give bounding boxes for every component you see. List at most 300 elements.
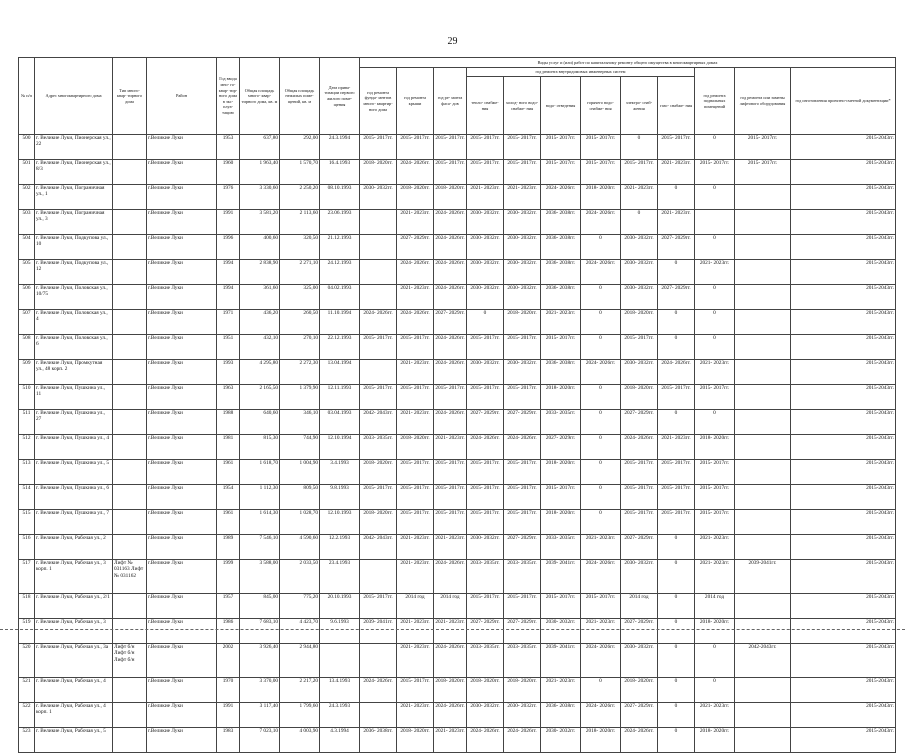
cell-facade: 2024- 2026гг.	[434, 285, 467, 310]
cell-type	[113, 510, 147, 535]
cell-sewer: 2036- 2038гг.	[541, 360, 581, 385]
header-year: Год ввода мно- го- квар- тир- ного дома в экс- плуа- тацию	[217, 58, 240, 135]
cell-basement: 0	[695, 310, 735, 335]
cell-type	[113, 703, 147, 728]
cell-facade: 2027- 2029гг.	[434, 310, 467, 335]
header-type: Тип много- квар- тирного дома	[113, 58, 147, 135]
cell-facade: 2015- 2017гг.	[434, 135, 467, 160]
cell-lift	[735, 385, 791, 410]
cell-heat: 2027- 2029гг.	[467, 410, 504, 435]
cell-nonres-area: 744,90	[280, 435, 320, 460]
cell-heat: 2015- 2017гг.	[467, 385, 504, 410]
cell-district: г.Великие Луки	[147, 678, 217, 703]
cell-total-area: 3 370,00	[240, 678, 280, 703]
cell-sewer: 2015- 2017гг.	[541, 135, 581, 160]
cell-num: 507	[19, 310, 35, 335]
cell-nonres-area: 2 250,20	[280, 185, 320, 210]
header-electric: электро- снаб- жения	[621, 77, 658, 135]
cell-gas: 2015- 2017гг.	[658, 510, 695, 535]
cell-gas: 2015- 2017гг.	[658, 485, 695, 510]
cell-roof: 2014 год	[397, 594, 434, 619]
cell-sewer: 2039- 2041гг.	[541, 644, 581, 678]
cell-gas: 2015- 2017гг.	[658, 135, 695, 160]
cell-heat: 2030- 2032гг.	[467, 235, 504, 260]
cell-basement: 2021- 2023гг.	[695, 535, 735, 560]
table-row	[19, 410, 896, 435]
cell-type	[113, 728, 147, 753]
header-services-group: Виды услуг и (или) работ по капитальному ремонту общего имущества в многоквартирных домах	[360, 58, 896, 68]
cell-year: 1971	[217, 310, 240, 335]
cell-type	[113, 594, 147, 619]
cell-date: 03.04.1993	[320, 410, 360, 435]
cell-year: 1954	[217, 485, 240, 510]
cell-cold-water: 2027- 2029гг.	[504, 619, 541, 644]
cell-num: 517	[19, 560, 35, 594]
cell-sewer: 2015- 2017гг.	[541, 335, 581, 360]
cell-total-area: 815,30	[240, 435, 280, 460]
cell-num: 510	[19, 385, 35, 410]
table-row	[19, 235, 896, 260]
cell-type: Лифт № 031163 Лифт № 031162	[113, 560, 147, 594]
cell-roof: 2021- 2023гг.	[397, 360, 434, 385]
cell-roof: 2015- 2017гг.	[397, 385, 434, 410]
cell-facade: 2015- 2017гг.	[434, 510, 467, 535]
cell-cold-water: 2030- 2032гг.	[504, 360, 541, 385]
header-sewer: водо- отведения	[541, 77, 581, 135]
cell-total-area: 3 581,20	[240, 210, 280, 235]
table-row	[19, 360, 896, 385]
cell-total-area: 7 683,10	[240, 619, 280, 644]
cell-type	[113, 535, 147, 560]
cell-roof: 2024- 2026гг.	[397, 260, 434, 285]
cell-year: 1983	[217, 728, 240, 753]
cell-date: 24.12.1993	[320, 260, 360, 285]
cell-design: 2015-2043гг.	[791, 678, 896, 703]
cell-hot-water: 0	[581, 435, 621, 460]
cell-sewer: 2036- 2038гг.	[541, 235, 581, 260]
table-header	[19, 58, 896, 135]
cell-facade: 2024- 2026гг.	[434, 560, 467, 594]
cell-address: г. Великие Луки, Половская ул., 10/75	[35, 285, 113, 310]
cell-sewer: 2027- 2029гг.	[541, 435, 581, 460]
cell-sewer: 2039- 2041гг.	[541, 560, 581, 594]
cell-sewer: 2030- 2032гг.	[541, 619, 581, 644]
cell-cold-water: 2027- 2029гг.	[504, 410, 541, 435]
cell-roof: 2018- 2020гг.	[397, 185, 434, 210]
cell-basement	[695, 210, 735, 235]
cell-basement: 2021- 2023гг.	[695, 360, 735, 385]
cell-electric: 2015- 2017гг.	[621, 160, 658, 185]
cell-district: г.Великие Луки	[147, 460, 217, 485]
cell-district: г.Великие Луки	[147, 644, 217, 678]
cell-lift	[735, 310, 791, 335]
cell-nonres-area: 2 217,20	[280, 678, 320, 703]
cell-roof: 2015- 2017гг.	[397, 678, 434, 703]
cell-heat: 2030- 2032гг.	[467, 285, 504, 310]
cell-basement: 0	[695, 410, 735, 435]
cell-lift	[735, 335, 791, 360]
cell-date: 9.6.1993	[320, 619, 360, 644]
page-bottom-rule	[0, 629, 905, 630]
cell-total-area: 361,60	[240, 285, 280, 310]
cell-design: 2015-2043гг.	[791, 460, 896, 485]
cell-gas: 0	[658, 703, 695, 728]
cell-hot-water: 2021- 2023гг.	[581, 619, 621, 644]
cell-design: 2015-2043гг.	[791, 560, 896, 594]
cell-facade: 2015- 2017гг.	[434, 160, 467, 185]
cell-electric: 2027- 2029гг.	[621, 535, 658, 560]
cell-gas: 0	[658, 619, 695, 644]
cell-basement: 2018- 2020гг.	[695, 619, 735, 644]
cell-design: 2015-2043гг.	[791, 619, 896, 644]
cell-roof: 2021- 2023гг.	[397, 619, 434, 644]
cell-hot-water: 2018- 2020гг.	[581, 185, 621, 210]
cell-foundation: 2018- 2020гг.	[360, 510, 397, 535]
table-row	[19, 135, 896, 160]
cell-gas: 0	[658, 535, 695, 560]
cell-total-area: 432,10	[240, 335, 280, 360]
cell-type	[113, 360, 147, 385]
cell-date: 12.2.1993	[320, 535, 360, 560]
cell-hot-water: 0	[581, 485, 621, 510]
cell-basement: 0	[695, 678, 735, 703]
cell-lift	[735, 703, 791, 728]
cell-address: г. Великие Луки, Рабочая ул., 3	[35, 619, 113, 644]
cell-hot-water: 0	[581, 285, 621, 310]
cell-sewer: 2036- 2038гг.	[541, 210, 581, 235]
cell-lift: 2042-2043гг.	[735, 644, 791, 678]
cell-lift	[735, 510, 791, 535]
cell-cold-water: 2030- 2032гг.	[504, 260, 541, 285]
cell-electric: 2027- 2029гг.	[621, 703, 658, 728]
cell-gas: 0	[658, 560, 695, 594]
cell-nonres-area: 2 113,60	[280, 210, 320, 235]
cell-foundation: 2018- 2020гг.	[360, 160, 397, 185]
cell-nonres-area: 2 272,30	[280, 360, 320, 385]
cell-lift	[735, 285, 791, 310]
cell-year: 1963	[217, 385, 240, 410]
cell-date: 22.12.1993	[320, 335, 360, 360]
cell-cold-water: 2030- 2032гг.	[504, 285, 541, 310]
cell-facade: 2024- 2026гг.	[434, 210, 467, 235]
cell-total-area: 2 838,90	[240, 260, 280, 285]
cell-gas: 2021- 2023гг.	[658, 435, 695, 460]
cell-num: 503	[19, 210, 35, 235]
cell-address: г. Великие Луки, Подкупова ул., 10	[35, 235, 113, 260]
table-row	[19, 560, 896, 594]
cell-basement: 2015- 2017гг.	[695, 510, 735, 535]
cell-electric: 2024- 2026гг.	[621, 435, 658, 460]
cell-hot-water: 2024- 2026гг.	[581, 703, 621, 728]
cell-hot-water: 0	[581, 678, 621, 703]
cell-type	[113, 460, 147, 485]
cell-roof: 2018- 2020гг.	[397, 435, 434, 460]
header-district: Район	[147, 58, 217, 135]
cell-type	[113, 135, 147, 160]
cell-electric: 2030- 2032гг.	[621, 560, 658, 594]
cell-total-area: 1 614,30	[240, 510, 280, 535]
cell-design: 2015-2043гг.	[791, 135, 896, 160]
cell-hot-water: 2018- 2020гг.	[581, 728, 621, 753]
cell-year: 1994	[217, 285, 240, 310]
cell-design: 2015-2043гг.	[791, 160, 896, 185]
cell-district: г.Великие Луки	[147, 310, 217, 335]
cell-hot-water: 2015- 2017гг.	[581, 594, 621, 619]
cell-roof: 2021- 2023гг.	[397, 210, 434, 235]
cell-num: 514	[19, 485, 35, 510]
table-row	[19, 460, 896, 485]
cell-lift	[735, 485, 791, 510]
cell-cold-water: 2021- 2023гг.	[504, 185, 541, 210]
cell-address: г. Великие Луки, Промкутная ул., 48 корп. 2	[35, 360, 113, 385]
cell-hot-water: 2024- 2026гг.	[581, 260, 621, 285]
cell-date: 9.8.1993	[320, 485, 360, 510]
cell-district: г.Великие Луки	[147, 535, 217, 560]
table-row	[19, 728, 896, 753]
header-date: Дата прива- тизации первого жилого поме- щения	[320, 58, 360, 135]
cell-lift	[735, 410, 791, 435]
cell-num: 523	[19, 728, 35, 753]
header-num: № п/п	[19, 58, 35, 135]
cell-date: 12.10.1993	[320, 510, 360, 535]
header-lift: год ремонта или замены лифтового оборудования	[735, 68, 791, 135]
cell-hot-water: 0	[581, 335, 621, 360]
cell-electric: 2021- 2023гг.	[621, 185, 658, 210]
cell-gas: 0	[658, 678, 695, 703]
cell-electric: 2027- 2029гг.	[621, 619, 658, 644]
cell-electric: 2030- 2032гг.	[621, 644, 658, 678]
table-row	[19, 260, 896, 285]
cell-year: 1991	[217, 703, 240, 728]
cell-roof: 2021- 2023гг.	[397, 410, 434, 435]
cell-basement: 0	[695, 644, 735, 678]
cell-facade: 2024- 2026гг.	[434, 644, 467, 678]
cell-facade: 2015- 2017гг.	[434, 460, 467, 485]
cell-district: г.Великие Луки	[147, 594, 217, 619]
cell-lift	[735, 728, 791, 753]
cell-roof: 2021- 2023гг.	[397, 644, 434, 678]
cell-foundation	[360, 644, 397, 678]
cell-total-area: 7 023,10	[240, 728, 280, 753]
cell-heat: 2030- 2032гг.	[467, 535, 504, 560]
cell-num: 521	[19, 678, 35, 703]
cell-sewer: 2030- 2032гг.	[541, 728, 581, 753]
cell-date: 04.02.1993	[320, 285, 360, 310]
cell-foundation: 2015- 2017гг.	[360, 335, 397, 360]
cell-nonres-area: 4 423,70	[280, 619, 320, 644]
cell-gas: 0	[658, 185, 695, 210]
cell-roof: 2015- 2017гг.	[397, 510, 434, 535]
cell-nonres-area: 260,50	[280, 310, 320, 335]
cell-address: г. Великие Луки, Рабочая ул., 2/1	[35, 594, 113, 619]
cell-year: 1988	[217, 410, 240, 435]
cell-lift	[735, 210, 791, 235]
cell-roof: 2018- 2020гг.	[397, 728, 434, 753]
cell-nonres-area: 4 003,90	[280, 728, 320, 753]
cell-design: 2015-2043гг.	[791, 210, 896, 235]
header-eng-group: год ремонта внутридомовых инженерных систем	[467, 68, 695, 77]
cell-electric: 2018- 2020гг.	[621, 310, 658, 335]
cell-date: 24.3.1994	[320, 135, 360, 160]
document-sheet	[18, 57, 895, 753]
cell-gas: 0	[658, 728, 695, 753]
cell-total-area: 1 963,40	[240, 160, 280, 185]
cell-lift	[735, 260, 791, 285]
cell-foundation: 2039- 2041гг.	[360, 619, 397, 644]
header-cold-water: холод- ного водо- снабже- ния	[504, 77, 541, 135]
cell-sewer: 2024- 2026гг.	[541, 185, 581, 210]
cell-roof: 2015- 2017гг.	[397, 335, 434, 360]
cell-heat: 2015- 2017гг.	[467, 485, 504, 510]
cell-cold-water: 2015- 2017гг.	[504, 160, 541, 185]
table-row	[19, 285, 896, 310]
cell-num: 512	[19, 435, 35, 460]
cell-district: г.Великие Луки	[147, 210, 217, 235]
cell-facade: 2024- 2026гг.	[434, 703, 467, 728]
cell-lift	[735, 678, 791, 703]
cell-sewer: 2021- 2023гг.	[541, 310, 581, 335]
cell-nonres-area: 346,10	[280, 410, 320, 435]
cell-heat: 2033- 2035гг.	[467, 644, 504, 678]
cell-address: г. Великие Луки, Пионерская ул., 8/3	[35, 160, 113, 185]
cell-nonres-area: 325,00	[280, 285, 320, 310]
cell-foundation	[360, 560, 397, 594]
table-row	[19, 385, 896, 410]
cell-cold-water: 2015- 2017гг.	[504, 485, 541, 510]
cell-sewer: 2015- 2017гг.	[541, 160, 581, 185]
cell-design: 2015-2043гг.	[791, 260, 896, 285]
cell-type	[113, 310, 147, 335]
cell-date: 13.04.1994	[320, 360, 360, 385]
cell-heat: 2015- 2017гг.	[467, 594, 504, 619]
table-row	[19, 310, 896, 335]
cell-design: 2015-2043гг.	[791, 385, 896, 410]
cell-num: 520	[19, 644, 35, 678]
cell-address: г. Великие Луки, Пионерская ул., 22	[35, 135, 113, 160]
cell-cold-water: 2018- 2020гг.	[504, 310, 541, 335]
cell-lift	[735, 235, 791, 260]
cell-date: 21.12.1993	[320, 235, 360, 260]
cell-total-area: 436,20	[240, 310, 280, 335]
cell-num: 515	[19, 510, 35, 535]
cell-nonres-area: 4 590,60	[280, 535, 320, 560]
cell-num: 511	[19, 410, 35, 435]
cell-gas: 2024- 2026гг.	[658, 360, 695, 385]
cell-gas: 2021- 2023гг.	[658, 160, 695, 185]
cell-heat: 2015- 2017гг.	[467, 335, 504, 360]
cell-total-area: 637,80	[240, 135, 280, 160]
cell-sewer: 2033- 2035гг.	[541, 410, 581, 435]
cell-foundation: 2042- 2043гг.	[360, 410, 397, 435]
header-basement: год ремонта подвальных помещений	[695, 68, 735, 135]
cell-year: 1953	[217, 135, 240, 160]
cell-year: 2002	[217, 644, 240, 678]
cell-hot-water: 0	[581, 460, 621, 485]
cell-cold-water: 2018- 2020гг.	[504, 678, 541, 703]
table-body	[19, 135, 896, 753]
cell-date: 23.4.1993	[320, 560, 360, 594]
cell-heat: 2015- 2017гг.	[467, 135, 504, 160]
cell-cold-water: 2015- 2017гг.	[504, 460, 541, 485]
cell-type	[113, 678, 147, 703]
cell-heat: 2018- 2020гг.	[467, 678, 504, 703]
cell-type	[113, 410, 147, 435]
cell-basement: 2021- 2023гг.	[695, 703, 735, 728]
cell-lift	[735, 460, 791, 485]
cell-design: 2015-2043гг.	[791, 285, 896, 310]
header-heat: тепло- снабже- ния	[467, 77, 504, 135]
cell-lift: 2015- 2017гг.	[735, 135, 791, 160]
cell-cold-water: 2015- 2017гг.	[504, 335, 541, 360]
cell-foundation	[360, 235, 397, 260]
cell-total-area: 1 618,70	[240, 460, 280, 485]
cell-year: 1993	[217, 360, 240, 385]
cell-foundation: 2015- 2017гг.	[360, 135, 397, 160]
cell-nonres-area: 1 570,70	[280, 160, 320, 185]
cell-date: 08.10.1993	[320, 185, 360, 210]
header-foundation: год ремонта фунда- ментов много- квартир- ного дома	[360, 68, 397, 135]
table-row	[19, 160, 896, 185]
cell-date: 3.4.1993	[320, 460, 360, 485]
cell-address: г. Великие Луки, Пограничная ул., 1	[35, 185, 113, 210]
cell-heat: 2030- 2032гг.	[467, 260, 504, 285]
page-number: 29	[447, 36, 458, 47]
cell-heat: 2027- 2029гг.	[467, 619, 504, 644]
cell-foundation: 2030- 2032гг.	[360, 185, 397, 210]
cell-nonres-area: 320,50	[280, 235, 320, 260]
cell-foundation: 2024- 2026гг.	[360, 678, 397, 703]
cell-address: г. Великие Луки, Пушкина ул., 7	[35, 510, 113, 535]
cell-sewer: 2015- 2017гг.	[541, 485, 581, 510]
cell-date: 24.3.1993	[320, 703, 360, 728]
table-row	[19, 535, 896, 560]
cell-district: г.Великие Луки	[147, 385, 217, 410]
table-row	[19, 185, 896, 210]
cell-heat: 2030- 2032гг.	[467, 360, 504, 385]
cell-num: 506	[19, 285, 35, 310]
cell-total-area: 2 165,50	[240, 385, 280, 410]
cell-type: Лифт б/н Лифт б/н Лифт б/н	[113, 644, 147, 678]
cell-electric: 2015- 2017гг.	[621, 510, 658, 535]
cell-facade: 2024- 2026гг.	[434, 335, 467, 360]
cell-lift	[735, 535, 791, 560]
table-row	[19, 644, 896, 678]
cell-design: 2015-2043гг.	[791, 360, 896, 385]
cell-sewer: 2018- 2020гг.	[541, 385, 581, 410]
cell-address: г. Великие Луки, Пушкина ул., 11	[35, 385, 113, 410]
cell-facade: 2024- 2026гг.	[434, 410, 467, 435]
cell-heat: 2021- 2023гг.	[467, 185, 504, 210]
cell-gas: 2015- 2017гг.	[658, 460, 695, 485]
cell-address: г. Великие Луки, Пушкина ул., 27	[35, 410, 113, 435]
table-row	[19, 703, 896, 728]
cell-design: 2015-2043гг.	[791, 335, 896, 360]
cell-sewer: 2018- 2020гг.	[541, 460, 581, 485]
cell-nonres-area: 1 004,90	[280, 460, 320, 485]
cell-roof: 2021- 2023гг.	[397, 703, 434, 728]
cell-hot-water: 0	[581, 510, 621, 535]
cell-basement: 2021- 2023гг.	[695, 560, 735, 594]
cell-facade: 2024- 2026гг.	[434, 360, 467, 385]
cell-sewer: 2036- 2038гг.	[541, 285, 581, 310]
cell-type	[113, 485, 147, 510]
cell-cold-water: 2015- 2017гг.	[504, 510, 541, 535]
cell-electric: 2027- 2029гг.	[621, 410, 658, 435]
header-address: Адрес многоквартирного дома	[35, 58, 113, 135]
cell-cold-water: 2015- 2017гг.	[504, 385, 541, 410]
cell-cold-water: 2015- 2017гг.	[504, 594, 541, 619]
cell-num: 522	[19, 703, 35, 728]
